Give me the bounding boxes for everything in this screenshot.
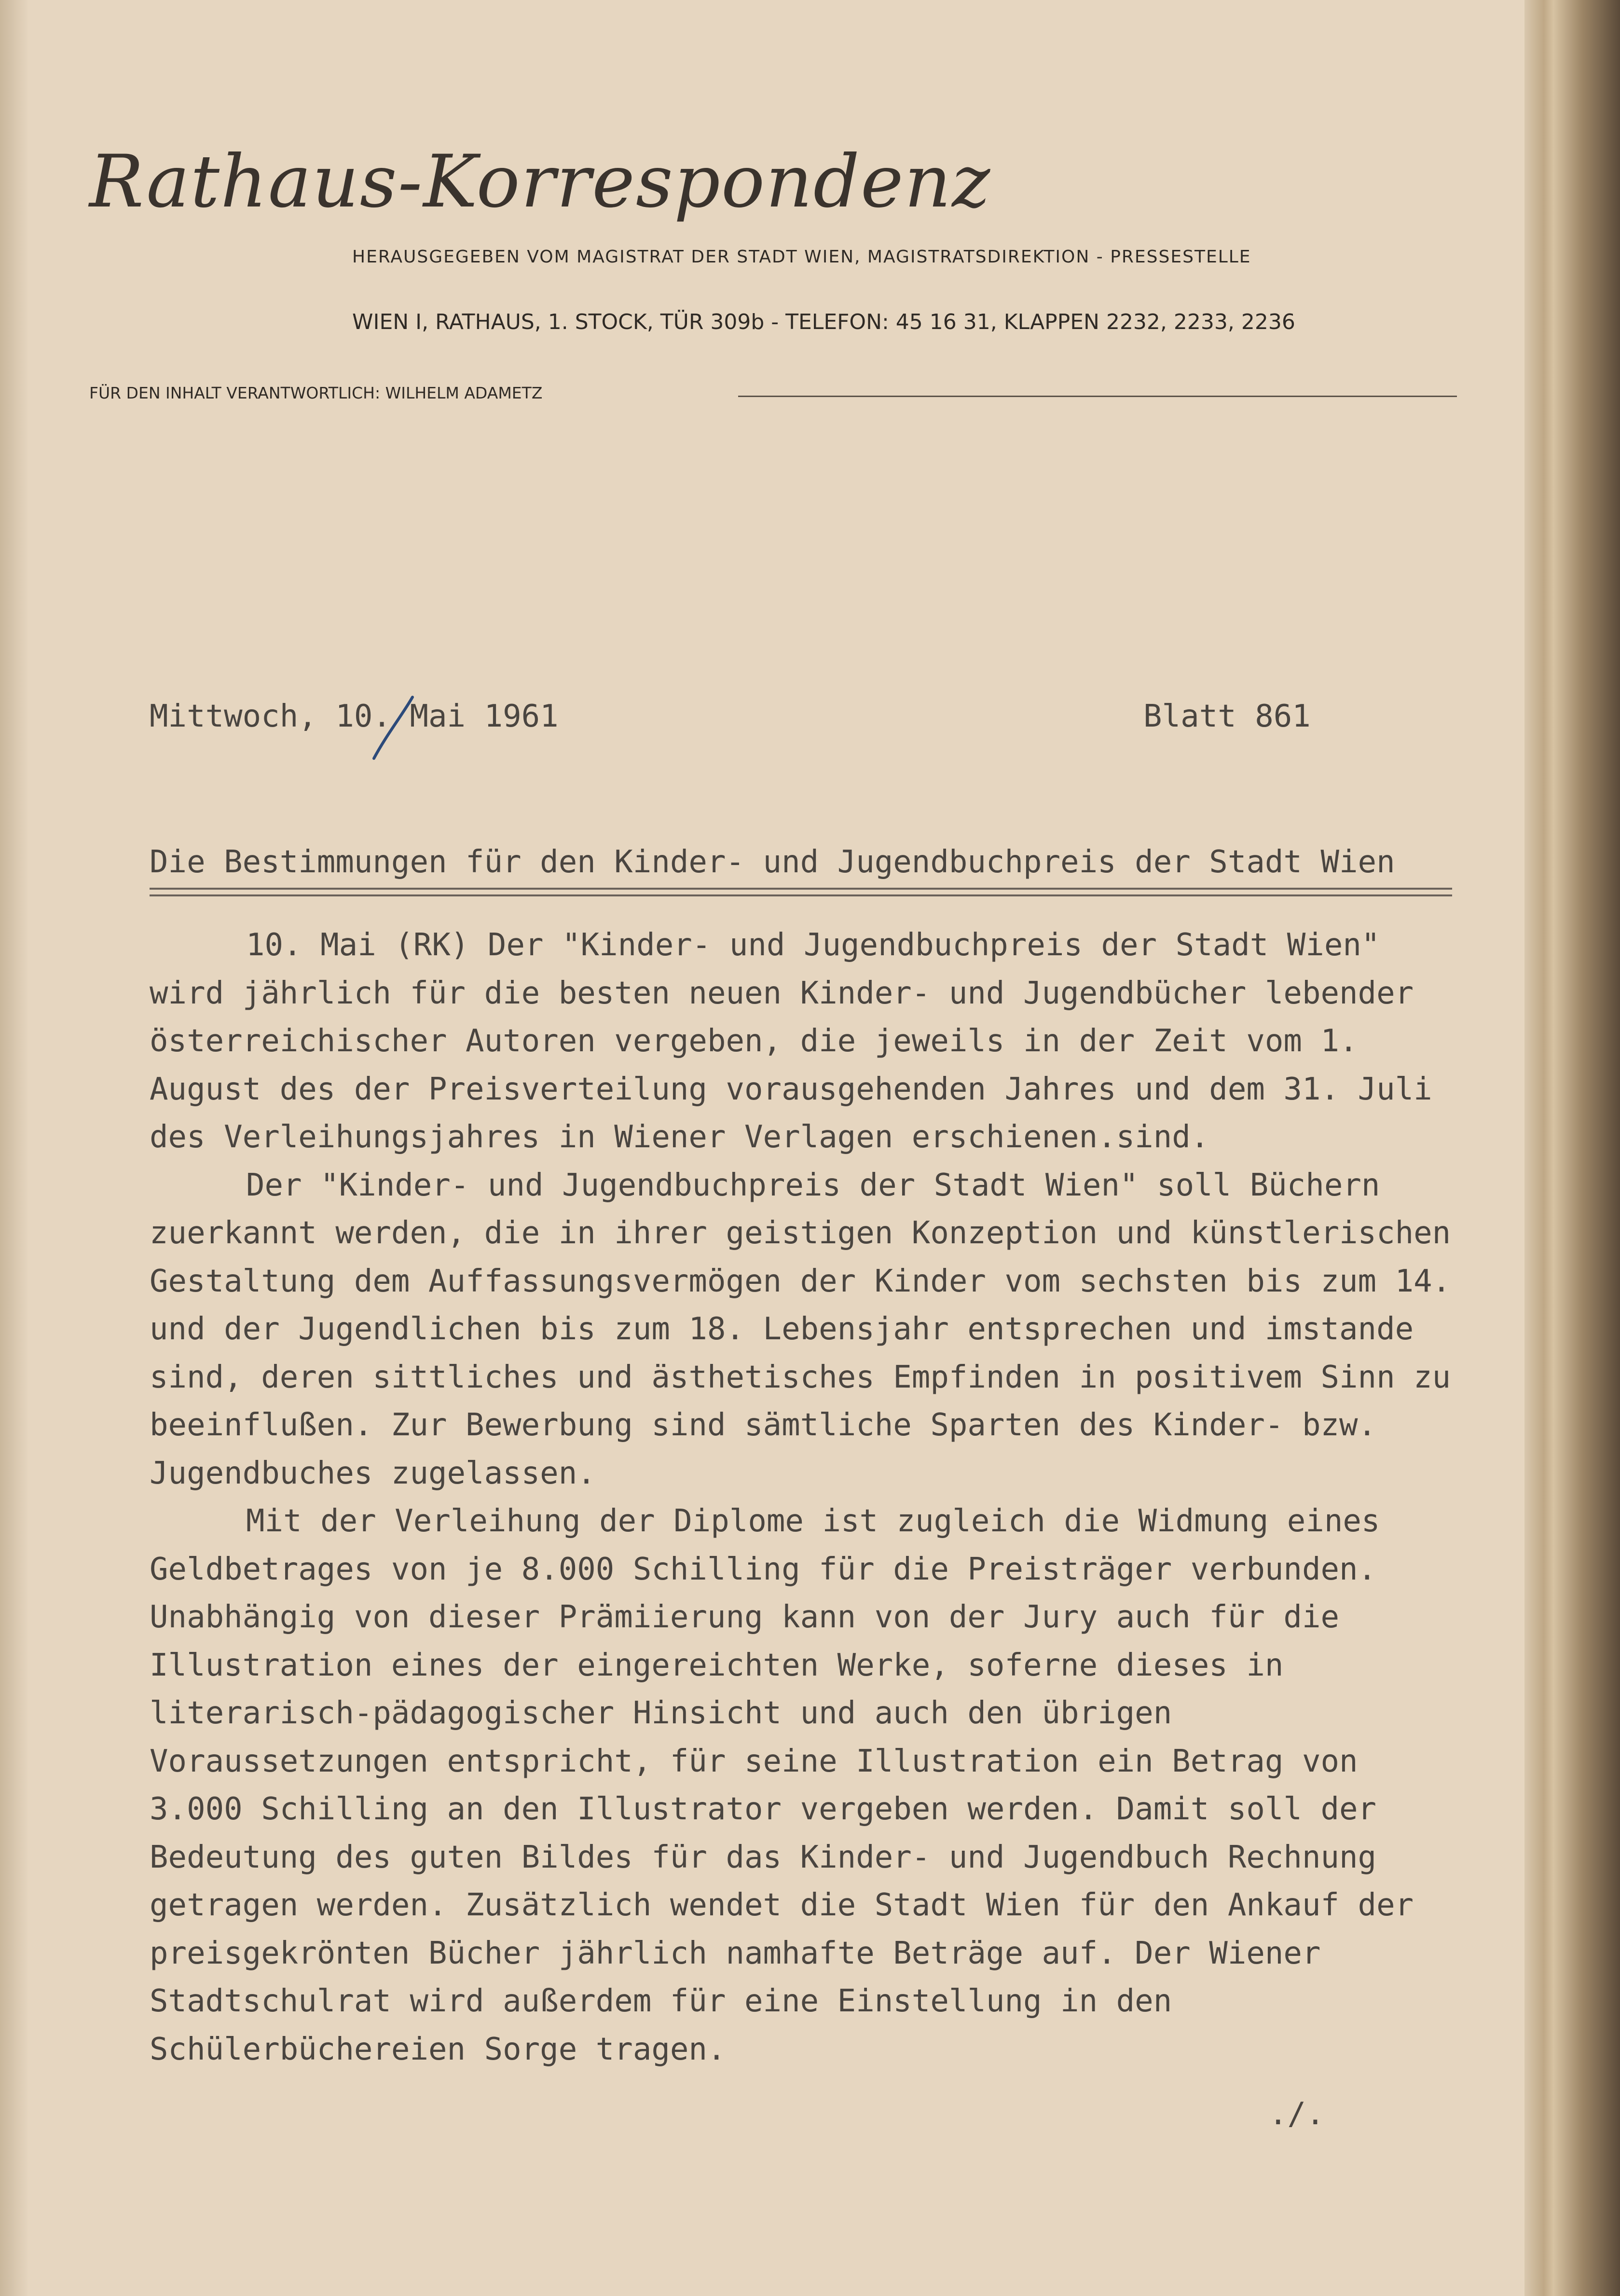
header-rule	[738, 396, 1457, 397]
sheet-number: Blatt 861	[1143, 699, 1311, 734]
article-paragraph: Der "Kinder- und Jugendbuchpreis der Stadt Wien" soll Büchern zuerkannt werden, die in ihrer geistigen Konzeption und künstlerischen Gestaltung dem Auffassungsvermögen der Kinder vom sechsten bis zum 14. und der Jugendlichen bis zum 18. Lebensjahr entsprechen und imstande sind, deren sittliches und ästhetisches Empfinden in positivem Sinn zu beeinflußen. Zur Bewerbung sind sämtliche Sparten des Kinder- bzw. Jugendbuches zugelassen.	[150, 1167, 1451, 1491]
responsible-line: FÜR DEN INHALT VERANTWORTLICH: WILHELM ADAMETZ	[89, 384, 543, 402]
article-paragraph: 10. Mai (RK) Der "Kinder- und Jugendbuchpreis der Stadt Wien" wird jährlich für die besten neuen Kinder- und Jugendbücher lebender österreichischer Autoren vergeben, die jeweils in der Zeit vom 1. August des der Preisverteilung vorausgehenden Jahres und dem 31. Juli des Verleihungsjahres in Wiener Verlagen erschienen.sind.	[150, 927, 1432, 1155]
masthead-title: Rathaus-Korrespondenz	[89, 140, 991, 224]
issue-date: Mittwoch, 10. Mai 1961	[150, 699, 559, 734]
publisher-line: HERAUSGEGEBEN VOM MAGISTRAT DER STADT WIEN, MAGISTRATSDIREKTION - PRESSESTELLE	[352, 247, 1251, 267]
continuation-mark: ./.	[1269, 2096, 1325, 2132]
article-title: Die Bestimmungen für den Kinder- und Jugendbuchpreis der Stadt Wien	[150, 844, 1395, 880]
title-underline-top	[150, 888, 1452, 890]
page-left-edge	[0, 0, 29, 2296]
title-underline-bottom	[150, 894, 1452, 896]
handwritten-slash-mark	[364, 695, 422, 762]
address-line: WIEN I, RATHAUS, 1. STOCK, TÜR 309b - TELEFON: 45 16 31, KLAPPEN 2232, 2233, 2236	[352, 310, 1295, 334]
article-body	[150, 921, 1452, 2074]
article-paragraph: Mit der Verleihung der Diplome ist zugleich die Widmung eines Geldbetrages von je 8.000 Schilling für die Preisträger verbunden. Unabhängig von dieser Prämiierung kann von der Jury auch für die Illustration eines der eingereichten Werke, soferne dieses in literarisch-pädagogischer Hinsicht und auch den übrigen Voraussetzungen entspricht, für seine Illustration ein Betrag von 3.000 Schilling an den Illustrator vergeben werden. Damit soll der Bedeutung des guten Bildes für das Kinder- und Jugendbuch Rechnung getragen werden. Zusätzlich wendet die Stadt Wien für den Ankauf der preisgekrönten Bücher jährlich namhafte Beträge auf. Der Wiener Stadtschulrat wird außerdem für eine Einstellung in den Schülerbüchereien Sorge tragen.	[150, 1503, 1414, 2067]
binding-edge	[1524, 0, 1620, 2296]
dateline	[150, 699, 1327, 734]
